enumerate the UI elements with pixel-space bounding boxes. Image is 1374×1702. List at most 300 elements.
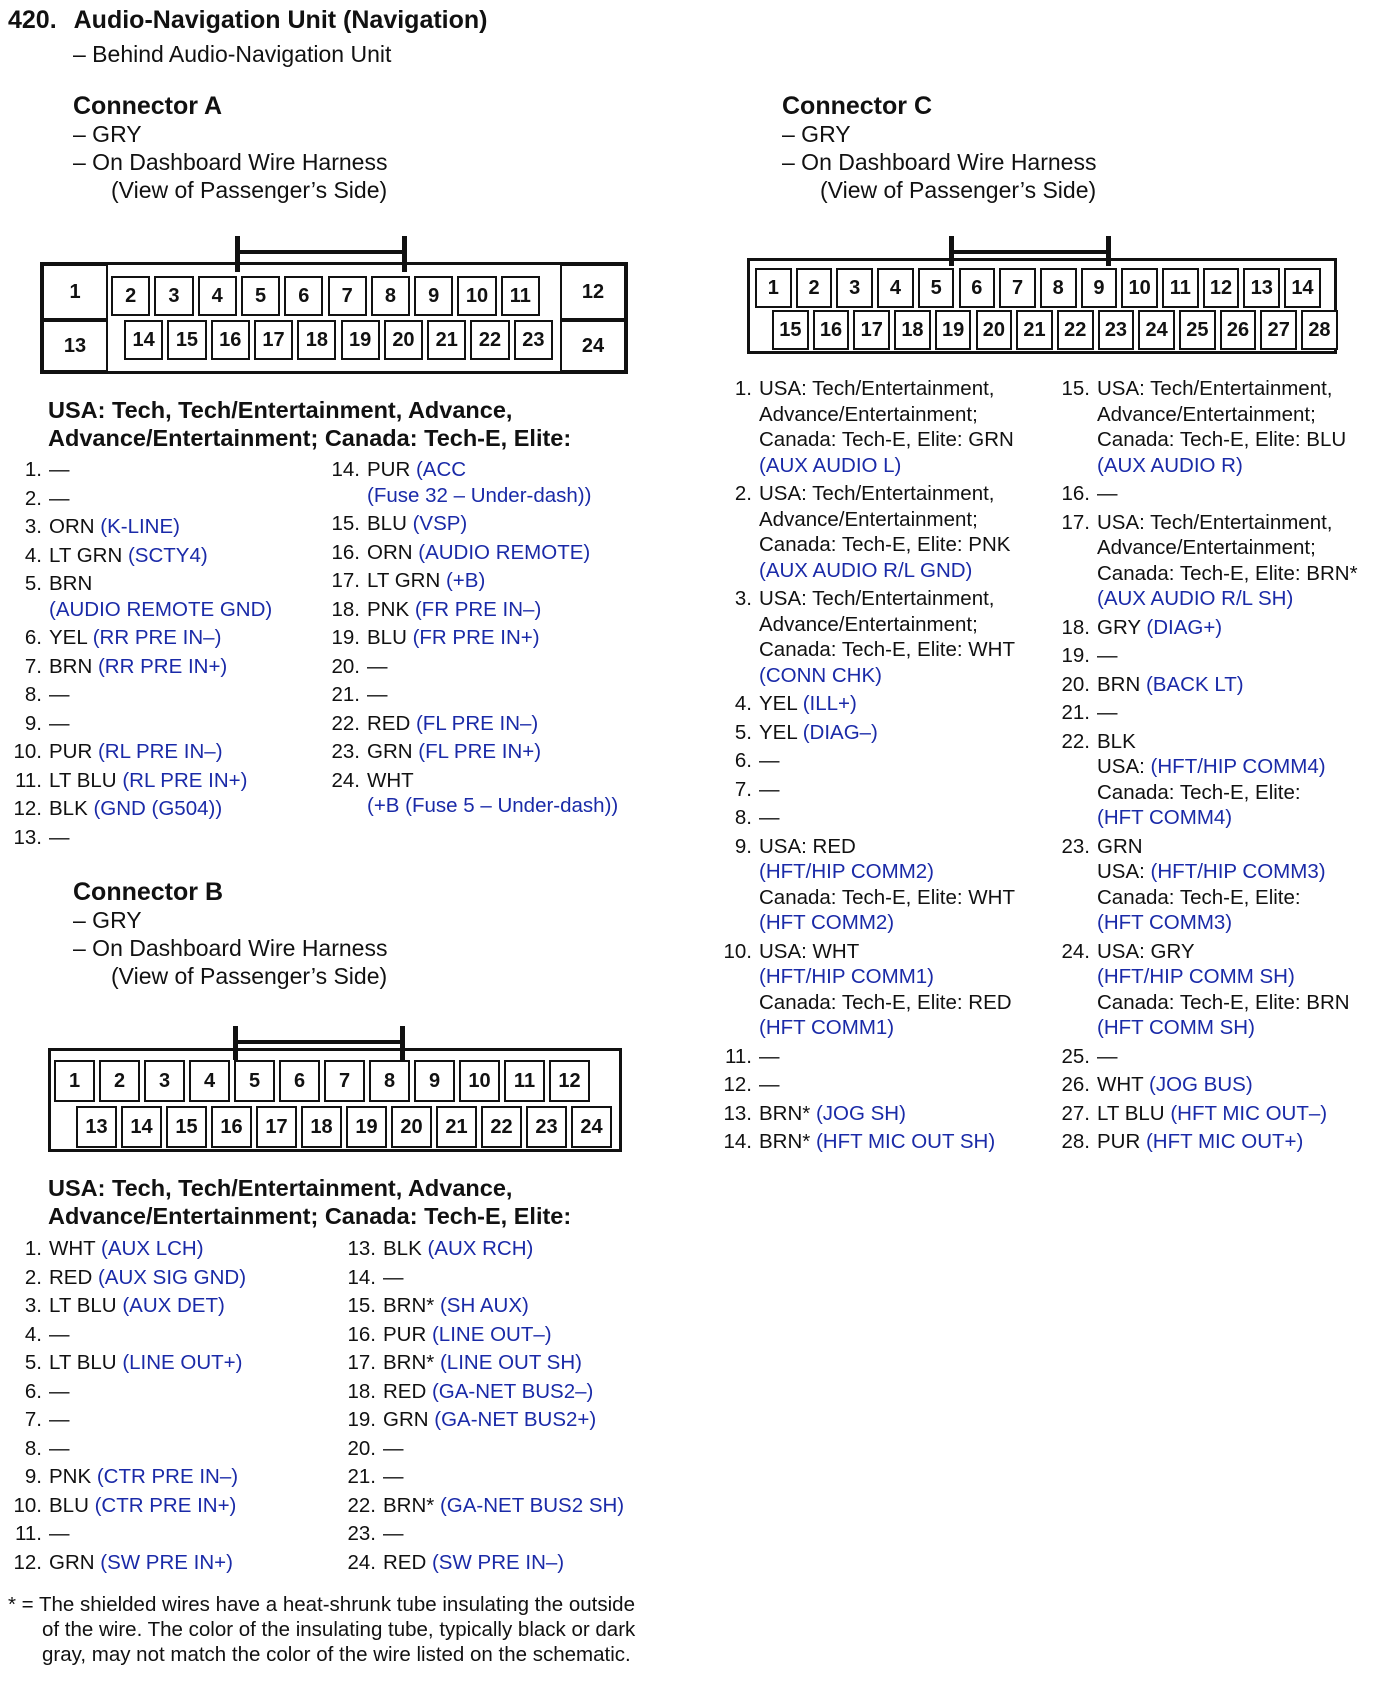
pin-cell: 6 <box>279 1060 320 1102</box>
pin-number: 11. <box>725 1044 752 1068</box>
pin-cell: 10 <box>457 276 496 316</box>
signal-name: (+B (Fuse 5 – Under-dash)) <box>367 794 619 817</box>
pin-cell: 8 <box>371 276 410 316</box>
pin-number <box>716 1015 759 1041</box>
pin-row <box>1048 376 1358 402</box>
pin-description <box>759 885 1015 911</box>
wire-color: USA: Tech/Entertainment, <box>1097 510 1333 534</box>
pin-description <box>367 654 388 680</box>
pin-cell: 20 <box>384 320 423 360</box>
pin-description <box>383 1436 404 1462</box>
pin-cell: 16 <box>211 1106 252 1148</box>
pin-number: 19. <box>347 1408 376 1431</box>
pin-number: 17. <box>347 1351 376 1374</box>
signal-name: (JOG SH) <box>815 1101 906 1125</box>
pin-description <box>1097 1129 1303 1155</box>
wire-color: USA: RED <box>759 834 856 858</box>
pin-row <box>318 457 618 483</box>
pin-cell: 15 <box>772 310 809 350</box>
pin-number <box>716 964 759 990</box>
wire-color: — <box>1097 482 1118 505</box>
wire-color: — <box>383 1522 404 1545</box>
wire-color: PUR <box>383 1322 432 1346</box>
pin-description <box>759 720 878 746</box>
pin-number: 22. <box>331 711 360 735</box>
signal-name: (AUX AUDIO L) <box>759 453 902 477</box>
pin-description <box>49 597 272 623</box>
pin-row <box>1048 729 1358 755</box>
pin-row <box>1048 561 1358 587</box>
wire-color: LT BLU <box>49 768 123 792</box>
pin-description <box>1097 643 1118 669</box>
pin-description <box>383 1236 533 1262</box>
pin-cell: 27 <box>1260 310 1297 350</box>
pin-number: 2. <box>24 1265 42 1289</box>
wire-color: — <box>49 486 70 510</box>
wire-color: — <box>759 777 780 801</box>
pin-row <box>1048 615 1358 641</box>
pin-description <box>367 682 388 708</box>
pin-number: 8. <box>24 683 42 706</box>
pin-number: 9. <box>24 1465 42 1488</box>
connector-latch <box>954 250 1106 254</box>
pin-number: 12. <box>13 1550 42 1574</box>
pin-row <box>6 1293 246 1319</box>
signal-name: (LINE OUT+) <box>122 1351 243 1374</box>
pin-row <box>716 805 1015 831</box>
pin-cell: 17 <box>256 1106 297 1148</box>
pin-description <box>1097 615 1222 641</box>
connector-latch <box>238 1040 400 1044</box>
pin-cell: 20 <box>391 1106 432 1148</box>
pin-cell: 5 <box>241 276 280 316</box>
pin-row <box>716 453 1015 479</box>
pin-description <box>383 1322 552 1348</box>
wire-color: Advance/Entertainment; <box>759 507 978 531</box>
pin-description <box>49 543 208 569</box>
pin-cell: 4 <box>198 276 237 316</box>
pin-description <box>1097 672 1244 698</box>
pin-number: 1. <box>734 377 752 400</box>
pin-row <box>1048 1072 1358 1098</box>
pin-cell: 18 <box>894 310 931 350</box>
pin-description <box>49 1293 225 1319</box>
pin-row <box>6 654 272 680</box>
signal-name: (AUX DET) <box>122 1294 225 1317</box>
signal-name: (SW PRE IN–) <box>431 1550 565 1574</box>
pin-description <box>759 910 894 936</box>
pin-number: 3. <box>24 1294 42 1317</box>
wire-color: Canada: Tech-E, Elite: BRN* <box>1097 561 1358 585</box>
wire-color: BRN* <box>759 1130 816 1153</box>
pin-row <box>6 1407 246 1433</box>
pin-number: 15. <box>1061 377 1090 400</box>
connector-c-view: (View of Passenger’s Side) <box>820 177 1097 203</box>
pin-cell: 9 <box>414 1060 455 1102</box>
pin-description <box>367 483 591 509</box>
wire-color: — <box>383 1265 404 1289</box>
pin-description <box>1097 754 1326 780</box>
pin-row <box>1048 885 1358 911</box>
pin-description <box>383 1550 564 1576</box>
pin-number: 9. <box>24 711 42 735</box>
pin-number: 1. <box>24 458 42 481</box>
pin-cell: 19 <box>346 1106 387 1148</box>
connector-b-color: – GRY <box>73 907 142 933</box>
pin-row <box>6 571 272 597</box>
pin-number: 16. <box>1061 482 1090 505</box>
pin-number <box>716 427 759 453</box>
signal-name: (CONN CHK) <box>759 663 882 687</box>
wire-color: USA: Tech/Entertainment, <box>759 377 995 400</box>
wire-color: — <box>759 1073 780 1096</box>
pin-row <box>716 748 1015 774</box>
pin-description <box>1097 964 1295 990</box>
pin-cell: 10 <box>1121 268 1158 308</box>
signal-name: (HFT COMM2) <box>759 911 895 934</box>
pin-description <box>759 1129 995 1155</box>
signal-name: (HFT MIC OUT SH) <box>815 1130 996 1153</box>
wire-color: LT BLU <box>49 1351 123 1374</box>
pin-description <box>759 691 857 717</box>
wire-color: Canada: Tech-E, Elite: BRN <box>1097 990 1350 1014</box>
wire-color: YEL <box>49 626 93 649</box>
pin-number: 3. <box>734 587 752 610</box>
wire-color: — <box>383 1465 404 1488</box>
pin-description <box>1097 1044 1118 1070</box>
wire-color: BLK <box>1097 729 1136 753</box>
wire-color: USA: GRY <box>1097 939 1195 963</box>
pin-cell: 13 <box>1243 268 1280 308</box>
signal-name: (HFT COMM4) <box>1097 806 1233 829</box>
pin-description <box>367 793 618 819</box>
pin-row <box>6 514 272 540</box>
pin-cell: 16 <box>211 320 250 360</box>
footnote-line1: * = The shielded wires have a heat-shrunk tube insulating the outside <box>8 1593 635 1616</box>
pin-cell: 23 <box>526 1106 567 1148</box>
pin-cell: 28 <box>1301 310 1338 350</box>
pin-description <box>49 1350 242 1376</box>
signal-name: (SW PRE IN+) <box>100 1550 233 1574</box>
pin-cell: 9 <box>414 276 453 316</box>
pin-description <box>49 739 223 765</box>
pin-description <box>49 1322 70 1348</box>
pin-description <box>1097 427 1346 453</box>
signal-name: (CTR PRE IN–) <box>96 1465 239 1488</box>
pin-row <box>716 859 1015 885</box>
pin-description <box>1097 990 1350 1016</box>
wire-color: — <box>49 1322 70 1346</box>
pin-description <box>1097 859 1326 885</box>
signal-name: (AUX AUDIO R/L SH) <box>1097 587 1294 610</box>
signal-name: (AUX SIG GND) <box>97 1265 247 1289</box>
footnote-line2: of the wire. The color of the insulating tube, typically black or dark <box>42 1618 636 1641</box>
connector-latch <box>240 250 402 254</box>
pin-row <box>1048 1015 1358 1041</box>
signal-name: (VSP) <box>412 512 468 535</box>
pin-description <box>1097 700 1118 726</box>
wire-color: — <box>49 1408 70 1431</box>
pin-row <box>6 1350 246 1376</box>
pin-row <box>334 1407 624 1433</box>
pin-cell: 16 <box>813 310 850 350</box>
pin-description <box>383 1293 529 1319</box>
wire-color: BRN* <box>383 1351 440 1374</box>
pin-row <box>1048 910 1358 936</box>
wire-color: BRN* <box>383 1294 440 1317</box>
pin-row <box>6 1550 246 1576</box>
pin-description <box>367 597 541 623</box>
pin-row <box>716 720 1015 746</box>
pin-number <box>1048 805 1097 831</box>
wire-color: USA: WHT <box>759 939 860 963</box>
pin-number: 10. <box>13 740 42 763</box>
pin-cell: 22 <box>481 1106 522 1148</box>
wire-color: Canada: Tech-E, Elite: <box>1097 885 1301 909</box>
signal-name: (HFT COMM1) <box>759 1016 895 1039</box>
signal-name: (AUX AUDIO R/L GND) <box>759 558 973 582</box>
pin-row <box>716 558 1015 584</box>
pin-row <box>1048 859 1358 885</box>
pin-description <box>49 1464 238 1490</box>
pin-description <box>49 825 70 851</box>
pin-row <box>1048 427 1358 453</box>
page-title <box>8 6 488 35</box>
pin-description <box>1097 510 1333 536</box>
wire-color: Advance/Entertainment; <box>759 402 978 426</box>
pin-number: 5. <box>734 720 752 744</box>
pin-number: 14. <box>723 1130 752 1153</box>
pin-number: 22. <box>1061 729 1090 753</box>
pin-description <box>49 654 227 680</box>
wire-color: LT GRN <box>367 569 446 592</box>
pin-description <box>383 1379 593 1405</box>
pin-description <box>49 1379 70 1405</box>
pin-row <box>318 739 618 765</box>
pin-description <box>49 1550 233 1576</box>
pin-row <box>716 637 1015 663</box>
pin-row <box>6 1322 246 1348</box>
connector-b-harness: – On Dashboard Wire Harness <box>73 935 388 961</box>
connector-b-systems-line1: USA: Tech, Tech/Entertainment, Advance, <box>48 1175 513 1201</box>
pin-number <box>1048 535 1097 561</box>
wire-color: BRN* <box>759 1101 816 1125</box>
pin-description <box>383 1265 404 1291</box>
pin-cell: 18 <box>297 320 336 360</box>
wire-color: WHT <box>367 768 414 792</box>
pin-description <box>1097 453 1243 479</box>
signal-name: (GA-NET BUS2–) <box>431 1379 594 1403</box>
pin-description <box>49 625 221 651</box>
pin-number <box>1048 427 1097 453</box>
pin-row <box>6 1436 246 1462</box>
wire-color: USA: Tech/Entertainment, <box>759 587 995 610</box>
pin-row <box>716 1129 1015 1155</box>
wire-color: — <box>367 683 388 706</box>
pin-number: 23. <box>347 1522 376 1545</box>
wire-color: — <box>759 806 780 829</box>
pin-cell: 5 <box>234 1060 275 1102</box>
pin-description <box>49 486 70 512</box>
pin-row <box>1048 754 1358 780</box>
pin-number: 3. <box>24 515 42 538</box>
connector-a-pin-list-left <box>6 457 272 853</box>
pin-row <box>334 1350 624 1376</box>
pin-number: 13. <box>347 1237 376 1260</box>
pin-description <box>1097 939 1195 965</box>
wire-color: Advance/Entertainment; <box>1097 536 1316 559</box>
pin-row <box>716 612 1015 638</box>
pin-row <box>6 543 272 569</box>
wire-color: BLK <box>49 797 94 820</box>
pin-description <box>1097 885 1301 911</box>
wire-color: RED <box>49 1265 98 1289</box>
pin-number <box>716 910 759 936</box>
connector-b-pin-list-left <box>6 1236 246 1578</box>
pin-description <box>759 777 780 803</box>
pin-row <box>6 597 272 623</box>
wire-color: GRY <box>1097 615 1147 639</box>
pin-number: 11. <box>15 768 42 792</box>
connector-c-title: Connector C <box>782 92 932 120</box>
pin-row <box>716 834 1015 860</box>
signal-name: (ACC <box>415 458 467 481</box>
pin-number <box>716 885 759 911</box>
pin-number: 2. <box>734 482 752 505</box>
wire-color: LT GRN <box>49 543 128 567</box>
pin-number: 20. <box>331 654 360 678</box>
pin-cell: 15 <box>167 320 206 360</box>
connector-a-view: (View of Passenger’s Side) <box>111 177 388 203</box>
pin-description <box>759 612 978 638</box>
pin-row <box>716 402 1015 428</box>
pin-number: 6. <box>734 749 752 772</box>
wire-color: — <box>49 1436 70 1460</box>
pin-number: 20. <box>1061 672 1090 696</box>
wire-color: USA: <box>1097 755 1151 778</box>
pin-description <box>367 739 541 765</box>
pin-number: 23. <box>1061 834 1090 858</box>
pin-row <box>716 990 1015 1016</box>
signal-name: (RL PRE IN+) <box>122 768 248 792</box>
pin-description <box>49 796 222 822</box>
pin-number <box>716 990 759 1016</box>
pin-description <box>759 507 978 533</box>
wire-color: — <box>1097 701 1118 724</box>
pin-number: 21. <box>347 1465 376 1488</box>
signal-name: (AUDIO REMOTE GND) <box>49 597 273 621</box>
pin-row <box>318 483 618 509</box>
unit-location: – Behind Audio-Navigation Unit <box>73 41 392 67</box>
wire-color: PUR <box>49 740 98 763</box>
pin-description <box>1097 561 1358 587</box>
pin-row <box>1048 990 1358 1016</box>
wire-color: BLU <box>49 1493 95 1517</box>
signal-name: (FR PRE IN–) <box>414 597 542 621</box>
pin-row <box>6 457 272 483</box>
signal-name: (DIAG+) <box>1146 615 1223 639</box>
pin-row <box>318 711 618 737</box>
wire-color: Canada: Tech-E, Elite: PNK <box>759 533 1011 556</box>
pin-description <box>759 481 995 507</box>
pin-description <box>759 586 995 612</box>
footnote-line3: gray, may not match the color of the wire listed on the schematic. <box>42 1643 631 1666</box>
signal-name: (RR PRE IN–) <box>92 626 222 649</box>
wire-color: BLU <box>367 626 413 649</box>
pin-description <box>759 427 1014 453</box>
pin-cell: 8 <box>1040 268 1077 308</box>
pin-row <box>716 885 1015 911</box>
pin-cell: 8 <box>369 1060 410 1102</box>
connector-b-view: (View of Passenger’s Side) <box>111 963 388 989</box>
pin-number: 25. <box>1061 1044 1090 1068</box>
pin-cell: 3 <box>144 1060 185 1102</box>
wire-color: ORN <box>367 540 419 564</box>
pin-row <box>6 682 272 708</box>
wire-color: RED <box>383 1550 432 1574</box>
pin-number: 1. <box>24 1237 42 1260</box>
pin-row <box>716 964 1015 990</box>
footnote <box>8 1592 635 1667</box>
pin-number <box>1048 910 1097 936</box>
pin-number <box>716 558 759 584</box>
wire-color: GRN <box>1097 834 1143 858</box>
pin-cell: 17 <box>853 310 890 350</box>
pin-cell: 18 <box>301 1106 342 1148</box>
pin-description <box>759 748 780 774</box>
pin-description <box>759 453 901 479</box>
pin-number: 19. <box>331 626 360 649</box>
pin-description <box>49 1265 246 1291</box>
pin-number: 16. <box>331 540 360 564</box>
pin-cell: 23 <box>1098 310 1135 350</box>
pin-cell: 2 <box>796 268 833 308</box>
connector-c-harness: – On Dashboard Wire Harness <box>782 149 1097 175</box>
pin-row <box>716 777 1015 803</box>
signal-name: (GA-NET BUS2+) <box>434 1408 597 1431</box>
wire-color: — <box>759 749 780 772</box>
pin-description <box>759 637 1015 663</box>
pin-cell: 13 <box>42 320 108 372</box>
wire-color: RED <box>367 711 416 735</box>
wire-color: LT BLU <box>49 1294 123 1317</box>
pin-description <box>383 1521 404 1547</box>
pin-row <box>1048 1101 1358 1127</box>
pin-number: 12. <box>13 797 42 820</box>
pin-description <box>367 457 466 483</box>
pin-number: 17. <box>331 569 360 592</box>
signal-name: (Fuse 32 – Under-dash)) <box>367 483 592 507</box>
pin-cell: 3 <box>836 268 873 308</box>
signal-name: (HFT/HIP COMM2) <box>759 860 935 883</box>
signal-name: (HFT MIC OUT+) <box>1145 1130 1304 1153</box>
signal-name: (HFT COMM SH) <box>1097 1016 1255 1039</box>
wire-color: YEL <box>759 720 803 744</box>
pin-row <box>6 1265 246 1291</box>
pin-row <box>6 739 272 765</box>
connector-a-harness: – On Dashboard Wire Harness <box>73 149 388 175</box>
pin-cell: 14 <box>121 1106 162 1148</box>
title-name: Audio-Navigation Unit (Navigation) <box>73 6 488 34</box>
pin-row <box>318 682 618 708</box>
pin-number: 4. <box>24 543 42 567</box>
pin-description <box>1097 1072 1253 1098</box>
pin-cell: 22 <box>470 320 509 360</box>
pin-description <box>1097 481 1118 507</box>
pin-description <box>759 532 1010 558</box>
pin-cell: 11 <box>501 276 540 316</box>
pin-number: 28. <box>1061 1130 1090 1153</box>
